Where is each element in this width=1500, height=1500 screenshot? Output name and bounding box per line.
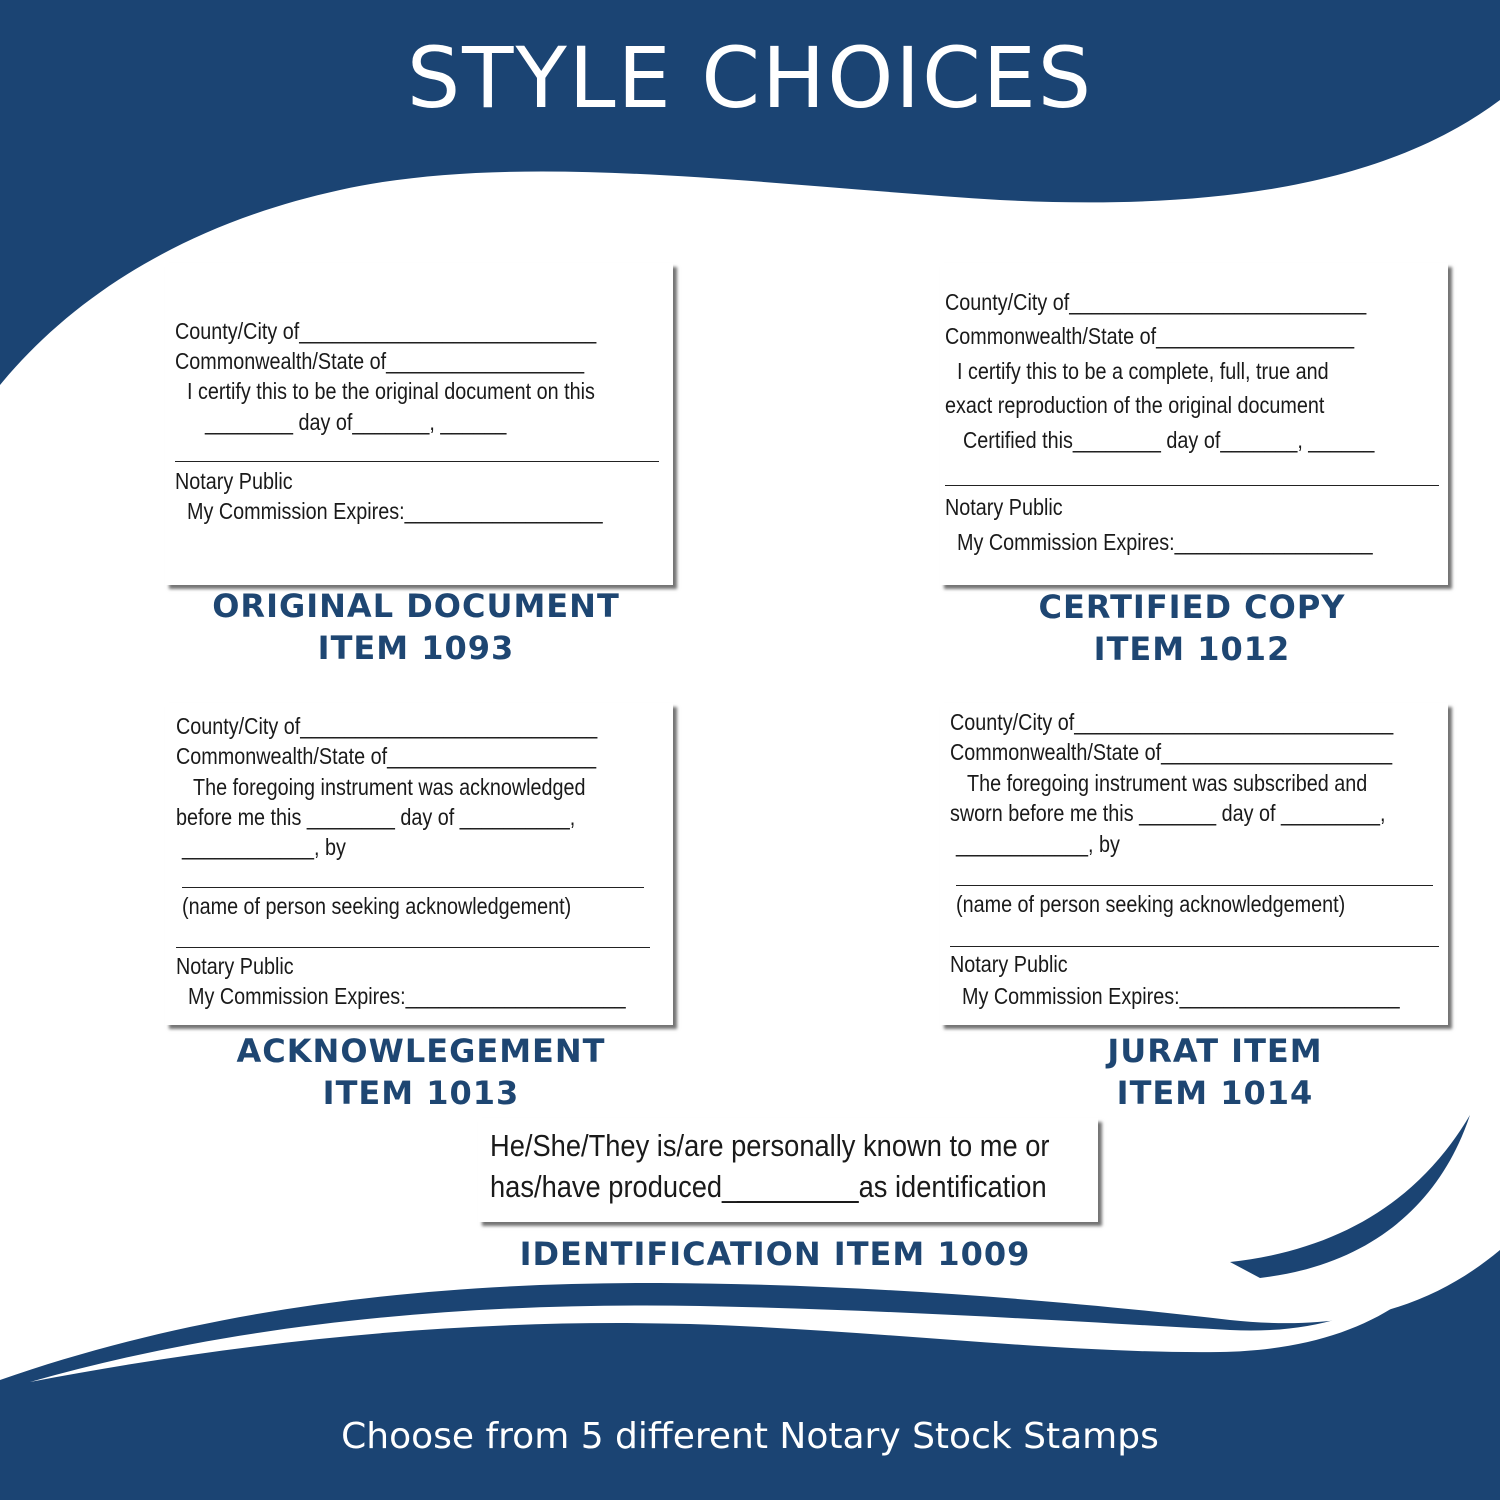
stamp-text-line: I certify this to be a complete, full, true and xyxy=(957,358,1329,384)
stamp-text-line: He/She/They is/are personally known to me or xyxy=(490,1128,1050,1163)
stamp-card-acknowledgement xyxy=(165,703,673,1025)
stamp-text-line: My Commission Expires:__________________ xyxy=(187,498,603,524)
stamp-text-line: ____________, by xyxy=(182,834,346,860)
right-swoosh-navy xyxy=(1230,1115,1470,1278)
stamp-text-line: My Commission Expires:____________________ xyxy=(962,983,1400,1009)
stamp-text-line: exact reproduction of the original document xyxy=(945,392,1325,418)
signature-line xyxy=(945,485,1439,486)
stamp-text-line: Commonwealth/State of_____________________ xyxy=(950,739,1393,765)
stamp-text-line: ____________, by xyxy=(956,831,1120,857)
stamp-text-line: County/City of___________________________ xyxy=(945,289,1367,315)
stamp-text-line: (name of person seeking acknowledgement) xyxy=(956,891,1346,917)
stamp-text-line: The foregoing instrument was subscribed and xyxy=(967,770,1368,796)
stamp-card-jurat xyxy=(940,703,1448,1025)
stamp-text-line: Commonwealth/State of___________________ xyxy=(176,743,597,769)
signature-line xyxy=(175,461,659,462)
caption-item: ITEM 1012 xyxy=(1093,630,1291,668)
stamp-text-line: ________ day of_______, ______ xyxy=(205,409,507,435)
caption-title: JURAT ITEM xyxy=(1107,1032,1323,1070)
caption-jurat xyxy=(1000,1030,1430,1114)
caption-original-document xyxy=(165,585,667,669)
stamp-text-line: has/have produced_________as identification xyxy=(490,1169,1047,1204)
caption-title: ORIGINAL DOCUMENT xyxy=(212,587,620,625)
stamp-text-line: Notary Public xyxy=(175,468,293,494)
stamp-card-certified-copy xyxy=(940,263,1448,585)
stamp-text-line: County/City of___________________________ xyxy=(176,713,598,739)
caption-item: ITEM 1093 xyxy=(317,629,515,667)
stamp-text-line: (name of person seeking acknowledgement) xyxy=(182,893,572,919)
caption-title: CERTIFIED COPY xyxy=(1038,588,1346,626)
caption-item: ITEM 1014 xyxy=(1116,1074,1314,1112)
footer-tagline: Choose from 5 different Notary Stock Stamps xyxy=(341,1416,1159,1457)
stamp-text-line: Notary Public xyxy=(176,953,294,979)
signature-line xyxy=(182,887,644,888)
stamp-text-line: I certify this to be the original document on this xyxy=(187,378,595,404)
stamp-text-line: County/City of_____________________________ xyxy=(950,709,1394,735)
stamp-text-line: Certified this________ day of_______, ______ xyxy=(963,427,1375,453)
stamp-text-line: Notary Public xyxy=(950,951,1068,977)
signature-line xyxy=(950,946,1439,947)
stamp-text-line: Commonwealth/State of__________________ xyxy=(175,348,585,374)
stamp-text-line: My Commission Expires:__________________ xyxy=(957,529,1373,555)
stamp-text-line: Notary Public xyxy=(945,494,1063,520)
page-title: STYLE CHOICES xyxy=(406,29,1094,127)
stamp-card-original-document xyxy=(165,263,673,585)
signature-line xyxy=(176,947,650,948)
caption-title: ACKNOWLEGEMENT xyxy=(236,1032,606,1070)
stamp-text-line: County/City of___________________________ xyxy=(175,318,597,344)
stamp-text-line: The foregoing instrument was acknowledged xyxy=(193,774,586,800)
stamp-text-line: before me this ________ day of __________, xyxy=(176,804,576,830)
caption-certified-copy xyxy=(940,586,1444,670)
stamp-card-identification xyxy=(478,1118,1098,1222)
signature-line xyxy=(956,885,1433,886)
caption-identification: IDENTIFICATION ITEM 1009 xyxy=(519,1235,1031,1273)
stamp-text-line: sworn before me this _______ day of _________, xyxy=(950,800,1386,826)
caption-acknowledgement xyxy=(165,1030,677,1114)
caption-item: ITEM 1013 xyxy=(322,1074,520,1112)
stamp-text-line: Commonwealth/State of__________________ xyxy=(945,323,1355,349)
bottom-wave-shape xyxy=(0,1250,1500,1500)
stamp-text-line: My Commission Expires:____________________ xyxy=(188,983,626,1009)
